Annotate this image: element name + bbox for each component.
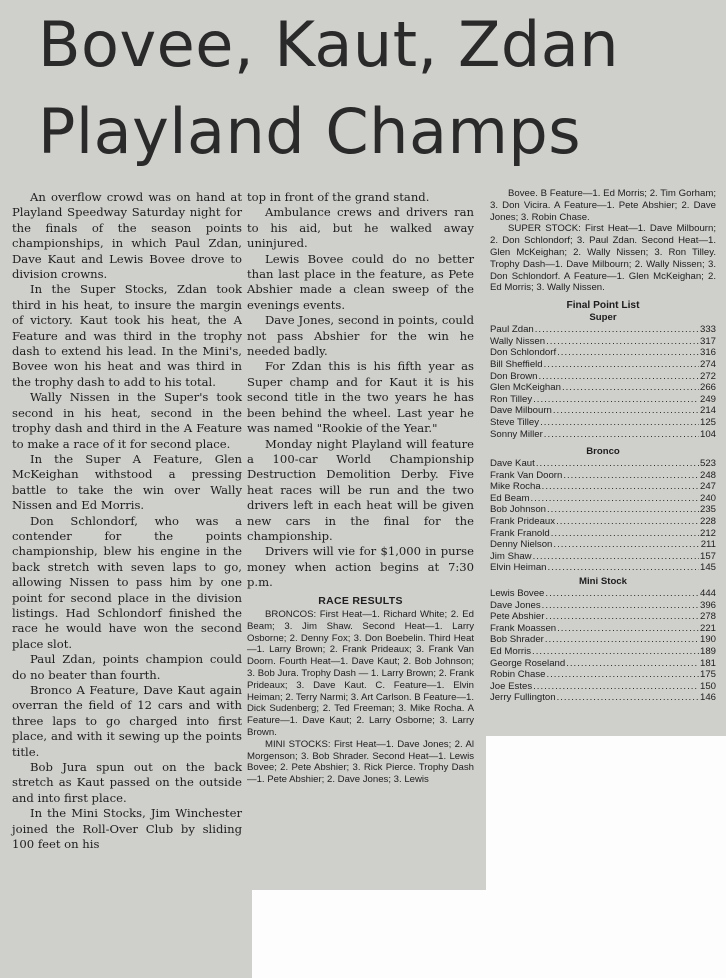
driver-name: Ron Tilley <box>490 393 533 405</box>
leader-dots <box>538 371 699 383</box>
leader-dots <box>544 429 699 441</box>
points-value: 212 <box>699 527 716 539</box>
points-row <box>490 681 716 693</box>
leader-dots <box>557 347 699 359</box>
driver-name: Frank Prideaux <box>490 516 556 528</box>
race-results-continued: Bovee. B Feature—1. Ed Morris; 2. Tim Gorham; 3. Don Vicira. A Feature—1. Pete Abshier; 2. Dave Jones; 3. Robin Chase. <box>490 188 716 223</box>
article-paragraph: Bronco A Feature, Dave Kaut again overran the field of 12 cars and with three laps to go charged into first place, and with it sewing up the points title. <box>12 683 242 759</box>
driver-name: Bob Johnson <box>490 504 547 516</box>
driver-name: Frank Moassen <box>490 622 557 634</box>
leader-dots <box>551 528 699 540</box>
points-value: 266 <box>699 382 716 394</box>
driver-name: Frank Van Doorn <box>490 469 563 481</box>
points-row <box>490 516 716 528</box>
driver-name: Glen McKeighan <box>490 382 561 394</box>
driver-name: Denny Nielson <box>490 539 553 551</box>
points-value: 190 <box>699 634 716 646</box>
article-paragraph: Bob Jura spun out on the back stretch as Kaut passed on the outside and into first place. <box>12 760 242 805</box>
division-name: Bronco <box>586 446 620 458</box>
driver-name: Paul Zdan <box>490 324 534 336</box>
driver-name: Steve Tilley <box>490 416 540 428</box>
leader-dots <box>557 623 699 635</box>
leader-dots <box>557 692 699 704</box>
leader-dots <box>540 417 699 429</box>
leader-dots <box>530 493 699 505</box>
leader-dots <box>545 588 699 600</box>
points-value: 221 <box>699 622 716 634</box>
division-name: Mini Stock <box>579 576 627 588</box>
article-paragraph: Don Schlondorf, who was a contender for the points championship, blew his engine in the back stretch with seven laps to go, allowing Nissen to pass him by one point for second place in the division listings. Had Schlondorf finished the race he would have won the second place slot. <box>12 513 242 651</box>
driver-name: George Roseland <box>490 657 566 669</box>
points-value: 235 <box>699 504 716 516</box>
race-results-super-stock: SUPER STOCK: First Heat—1. Dave Milbourn; 2. Don Schlondorf; 3. Paul Zdan. Second Heat—1. Glen McKeighan; 2. Wally Nissen; 3. Ron Tilley. Trophy Dash—1. Dave Milbourn; 2. Wally Nissen; 3. Don Schlondorf. A Feature—1. Glen McKeighan; 2. Ed Morris; 3. Wally Nissen. <box>490 223 716 294</box>
driver-name: Elvin Heiman <box>490 562 547 574</box>
points-value: 249 <box>699 393 716 405</box>
driver-name: Dave Jones <box>490 599 541 611</box>
points-row <box>490 504 716 516</box>
article-paragraph: Paul Zdan, points champion could do no beater than fourth. <box>12 652 242 682</box>
blank-paper-area-lower <box>252 890 486 978</box>
leader-dots <box>542 600 699 612</box>
leader-dots <box>536 458 699 470</box>
points-row <box>490 347 716 359</box>
points-value: 175 <box>699 669 716 681</box>
points-division-super <box>490 312 716 440</box>
points-value: 333 <box>699 324 716 336</box>
points-value: 274 <box>699 358 716 370</box>
driver-name: Don Schlondorf <box>490 347 557 359</box>
points-row <box>490 646 716 658</box>
driver-name: Don Brown <box>490 370 538 382</box>
points-row <box>490 658 716 670</box>
leader-dots <box>556 516 699 528</box>
points-value: 150 <box>699 680 716 692</box>
leader-dots <box>553 539 699 551</box>
points-row <box>490 562 716 574</box>
leader-dots <box>562 382 699 394</box>
leader-dots <box>533 551 699 563</box>
points-division-mini-stock <box>490 576 716 704</box>
points-row <box>490 371 716 383</box>
points-row <box>490 634 716 646</box>
driver-name: Robin Chase <box>490 669 546 681</box>
driver-name: Mike Rocha <box>490 481 541 493</box>
headline-line-2: Playland Champs <box>38 95 582 168</box>
leader-dots <box>548 562 699 574</box>
leader-dots <box>533 681 699 693</box>
points-row <box>490 336 716 348</box>
leader-dots <box>566 658 699 670</box>
points-value: 104 <box>699 428 716 440</box>
article-paragraph: In the Mini Stocks, Jim Winchester joined the Roll-Over Club by sliding 100 feet on his <box>12 806 242 852</box>
leader-dots <box>553 405 699 417</box>
points-value: 278 <box>699 611 716 623</box>
leader-dots <box>546 669 699 681</box>
driver-name: Sonny Miller <box>490 428 543 440</box>
article-paragraph: An overflow crowd was on hand at Playland Speedway Saturday night for the finals of the season points championships, in which Paul Zdan, Dave Kaut and Lewis Bovee drove to division crowns. <box>12 190 242 282</box>
points-row <box>490 359 716 371</box>
points-value: 316 <box>699 347 716 359</box>
points-value: 146 <box>699 692 716 704</box>
driver-name: Ed Morris <box>490 646 532 658</box>
driver-name: Lewis Bovee <box>490 588 545 600</box>
points-value: 272 <box>699 370 716 382</box>
points-value: 181 <box>699 657 716 669</box>
points-row <box>490 551 716 563</box>
points-row <box>490 470 716 482</box>
article-paragraph: top in front of the grand stand. <box>247 190 430 204</box>
article-paragraph: Lewis Bovee could do no better than last place in the feature, as Pete Abshier made a clean sweep of the evenings events. <box>247 251 474 312</box>
points-division-bronco <box>490 446 716 574</box>
points-row <box>490 588 716 600</box>
leader-dots <box>535 324 699 336</box>
points-value: 247 <box>699 481 716 493</box>
points-value: 228 <box>699 516 716 528</box>
leader-dots <box>533 394 699 406</box>
leader-dots <box>547 504 699 516</box>
leader-dots <box>544 359 699 371</box>
driver-name: Wally Nissen <box>490 335 546 347</box>
driver-name: Pete Abshier <box>490 611 545 623</box>
points-row <box>490 458 716 470</box>
driver-name: Dave Kaut <box>490 458 535 470</box>
points-value: 523 <box>699 458 716 470</box>
points-row <box>490 611 716 623</box>
points-value: 240 <box>699 492 716 504</box>
blank-paper-area <box>486 736 726 978</box>
race-results-mini-stocks: MINI STOCKS: First Heat—1. Dave Jones; 2. Al Morgenson; 3. Bob Shrader. Second Heat—1. Lewis Bovee; 2. Pete Abshier; 3. Rick Pierce. Trophy Dash—1. Pete Abshier; 2. Dave Jones; 3. Lewis <box>247 738 474 786</box>
driver-name: Ed Beam <box>490 492 530 504</box>
points-row <box>490 481 716 493</box>
article-paragraph: In the Super A Feature, Glen McKeighan withstood a pressing battle to take the win over Wally Nissen and Ed Morris. <box>12 451 242 513</box>
points-value: 214 <box>699 405 716 417</box>
points-value: 125 <box>699 416 716 428</box>
article-paragraph: Drivers will vie for $1,000 in purse money when action begins at 7:30 p.m. <box>247 544 474 590</box>
points-value: 189 <box>699 646 716 658</box>
points-row <box>490 600 716 612</box>
points-value: 211 <box>700 539 716 551</box>
points-value: 317 <box>699 335 716 347</box>
final-point-list-title: Final Point List <box>566 300 640 312</box>
points-row <box>490 539 716 551</box>
division-name: Super <box>589 312 617 324</box>
article-paragraph: Ambulance crews and drivers ran to his aid, but he walked away uninjured. <box>247 205 474 251</box>
leader-dots <box>542 481 699 493</box>
driver-name: Frank Franold <box>490 527 550 539</box>
points-row <box>490 417 716 429</box>
leader-dots <box>563 470 699 482</box>
driver-name: Jim Shaw <box>490 550 532 562</box>
points-value: 157 <box>699 550 716 562</box>
driver-name: Bob Shrader <box>490 634 544 646</box>
headline-line-1: Bovee, Kaut, Zdan <box>38 8 620 81</box>
article-paragraph: Monday night Playland will feature a 100-car World Championship Destruction Demolition Derby. Five heat races will be run and the two drivers left in each heat will be given new cars in the final for the championship. <box>247 436 474 543</box>
leader-dots <box>532 646 699 658</box>
points-row <box>490 493 716 505</box>
article-paragraph: In the Super Stocks, Zdan took third in his heat, to insure the margin of victory. Kaut took his heat, the A Feature and was third in the trophy dash to extend his lead. In the Mini's, Bovee won his heat and was third in the trophy dash to add to his total. <box>12 282 242 389</box>
driver-name: Dave Milbourn <box>490 405 552 417</box>
race-results-title: RACE RESULTS <box>318 594 403 607</box>
leader-dots <box>545 611 699 623</box>
points-value: 396 <box>699 599 716 611</box>
points-row <box>490 669 716 681</box>
article-column-2 <box>247 190 474 786</box>
results-column-3 <box>490 188 716 704</box>
article-paragraph: Wally Nissen in the Super's took second in his heat, second in the trophy dash and third in the A Feature to make a race of it for second place. <box>12 390 242 451</box>
points-row <box>490 623 716 635</box>
points-value: 444 <box>699 588 716 600</box>
race-results-broncos: BRONCOS: First Heat—1. Richard White; 2. Ed Beam; 3. Jim Shaw. Second Heat—1. Larry Osborne; 2. Denny Fox; 3. Don Boebelin. Third Heat—1. Larry Brown; 2. Frank Prideaux; 3. Frank Van Doorn. Fourth Heat—1. Dave Kaut; 2. Bob Johnson; 3. Bob Jura. Trophy Dash — 1. Larry Brown; 2. Frank Prideaux; 3. Dave Kaut. C. Feature—1. Elvin Heiman; 2. Terry Narmi; 3. Art Carlson. B Feature—1. Dick Sudenberg; 2. Ted Freeman; 3. Mike Rocha. A Feature—1. Dave Kaut; 2. Larry Osborne; 3. Larry Brown. <box>247 608 474 738</box>
points-row <box>490 394 716 406</box>
points-value: 248 <box>699 469 716 481</box>
driver-name: Jerry Fullington <box>490 692 556 704</box>
points-value: 145 <box>699 562 716 574</box>
points-row <box>490 528 716 540</box>
points-row <box>490 429 716 441</box>
driver-name: Bill Sheffield <box>490 358 543 370</box>
leader-dots <box>545 634 699 646</box>
article-paragraph: For Zdan this is his fifth year as Super champ and for Kaut it is his second title in the two years he has been behind the wheel. Last year he was named "Rookie of the Year." <box>247 359 474 436</box>
points-row <box>490 692 716 704</box>
points-row <box>490 405 716 417</box>
points-row <box>490 324 716 336</box>
article-paragraph: Dave Jones, second in points, could not pass Abshier for the win he needed badly. <box>247 313 474 359</box>
points-row <box>490 382 716 394</box>
article-column-1 <box>12 190 242 852</box>
driver-name: Joe Estes <box>490 680 533 692</box>
leader-dots <box>546 336 699 348</box>
